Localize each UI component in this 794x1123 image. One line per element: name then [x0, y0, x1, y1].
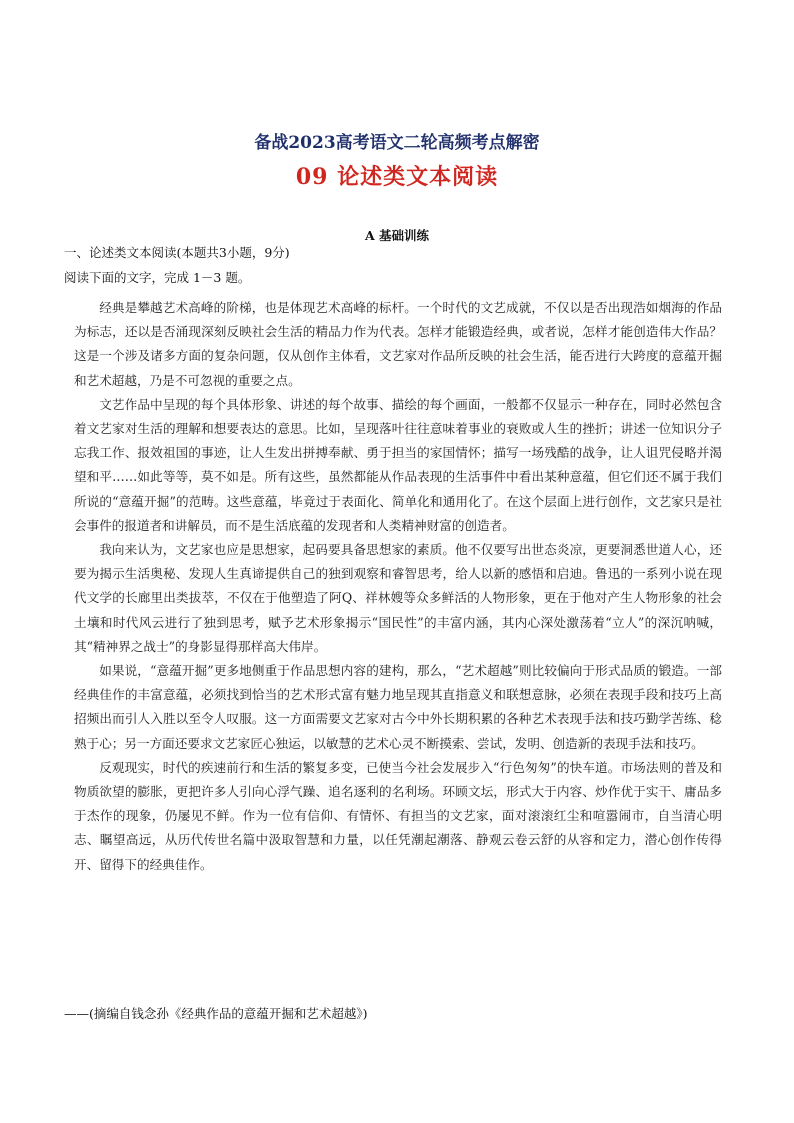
document-title: 备战2023高考语文二轮高频考点解密 — [254, 133, 540, 153]
document-subtitle: 09 论述类文本阅读 — [295, 164, 499, 190]
article-paragraph: 如果说，“意蕴开掘”更多地侧重于作品思想内容的建构，那么，“艺术超越”则比较偏向于形式品质的锻造。一部经典佳作的丰富意蕴，必须找到恰当的艺术形式富有魅力地呈现其直指意义和联想意脉，必须在表现手段和技巧上高招频出而引人入胜以至令人叹服。这一方面需要文艺家对古今中外长期积累的各种艺术表现手法和技巧勤学苦练、稔熟于心；另一方面还要求文艺家匠心独运，以敏慧的艺术心灵不断摸索、尝试，发明、创造新的表现手法和技巧。 — [74, 663, 722, 751]
article-paragraph: 我向来认为，文艺家也应是思想家，起码要具备思想家的素质。他不仅要写出世态炎凉，更要洞悉世道人心，还要为揭示生活奥秘、发现人生真谛提供自己的独到观察和睿智思考，给人以新的感悟和启迪。鲁迅的一系列小说在现代文学的长廊里出类拔萃，不仅在于他塑造了阿Q、祥林嫂等众多鲜活的人物形象，更在于他对产生人物形象的社会土壤和时代风云进行了独到思考，赋予艺术形象揭示“国民性”的丰富内涵，其内心深处激荡着“立人”的深沉呐喊，其“精神界之战士”的身影显得那样高大伟岸。 — [74, 542, 722, 654]
article-body — [74, 296, 722, 877]
article-source: ——(摘编自钱念孙《经典作品的意蕴开掘和艺术超越》) — [64, 1006, 368, 1021]
reading-instruction: 阅读下面的文字，完成 1－3 题。 — [64, 270, 251, 285]
article-paragraph: 反观现实，时代的疾速前行和生活的繁复多变，已使当今社会发展步入“行色匆匆”的快车道。市场法则的普及和物质欲望的膨胀，更把许多人引向心浮气躁、追名逐利的名利场。环顾文坛，形式大于内容、炒作优于实干、庸品多于杰作的现象，仍屡见不鲜。作为一位有信仰、有情怀、有担当的文艺家，面对滚滚红尘和喧嚣闹市，自当清心明志、瞩望高远，从历代传世名篇中汲取智慧和力量，以任凭潮起潮落、静观云卷云舒的从容和定力，潜心创作传得开、留得下的经典佳作。 — [74, 759, 722, 872]
question-heading: 一、论述类文本阅读(本题共3小题，9分) — [64, 245, 290, 260]
article-paragraph: 文艺作品中呈现的每个具体形象、讲述的每个故事、描绘的每个画面，一般都不仅显示一种存在，同时必然包含着文艺家对生活的理解和想要表达的意思。比如，呈现落叶往往意味着事业的衰败或人生的挫折；讲述一位知识分子忘我工作、报效祖国的事迹，让人生发出拼搏奉献、勇于担当的家国情怀；描写一场残酷的战争，让人诅咒侵略并渴望和平……如此等等，莫不如是。所有这些，虽然都能从作品表现的生活事件中看出某种意蕴，但它们还不属于我们所说的“意蕴开掘”的范畴。这些意蕴，毕竟过于表面化、简单化和通用化了。在这个层面上进行创作，文艺家只是社会事件的报道者和讲解员，而不是生活底蕴的发现者和人类精神财富的创造者。 — [74, 396, 722, 533]
section-heading: A 基础训练 — [364, 228, 430, 243]
article-paragraph: 经典是攀越艺术高峰的阶梯，也是体现艺术高峰的标杆。一个时代的文艺成就，不仅以是否出现浩如烟海的作品为标志，还以是否涌现深刻反映社会生活的精品力作为代表。怎样才能锻造经典，或者说，怎样才能创造伟大作品？这是一个涉及诸多方面的复杂问题，仅从创作主体看，文艺家对作品所反映的社会生活，能否进行大跨度的意蕴开掘和艺术超越，乃是不可忽视的重要之点。 — [74, 300, 722, 388]
